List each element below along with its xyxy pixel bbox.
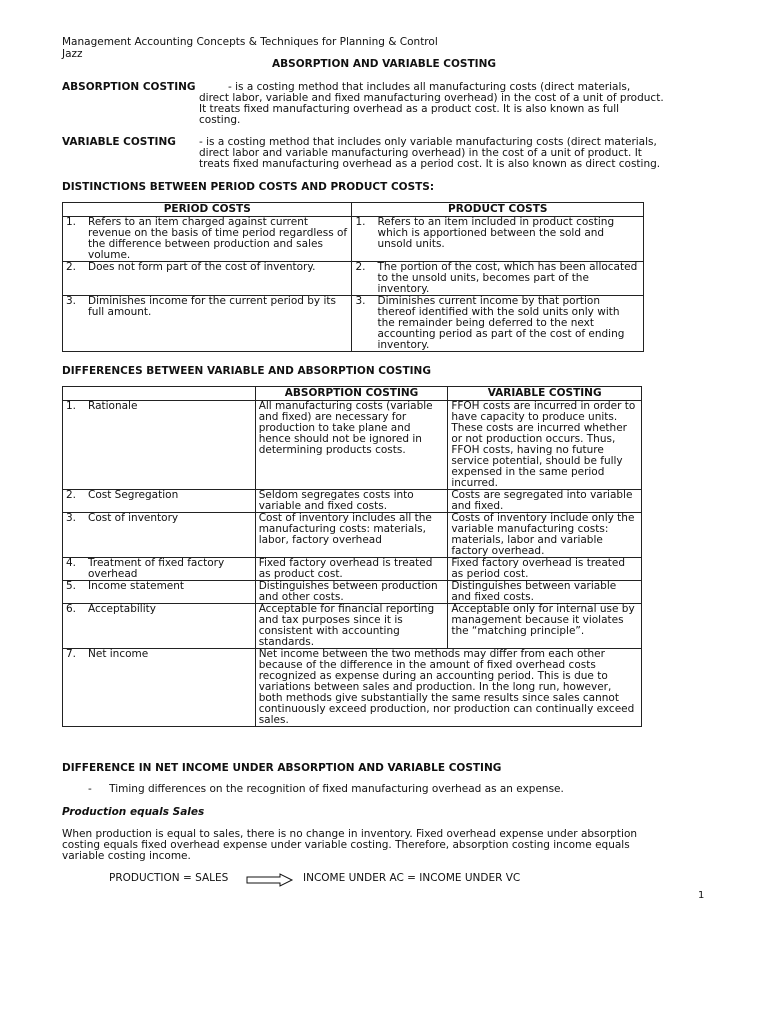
row-label: Rationale (88, 400, 138, 412)
column-header: VARIABLE COSTING (448, 387, 642, 401)
arrow-right-icon (246, 873, 294, 887)
item-number: 1. (355, 216, 366, 228)
column-header (63, 387, 256, 401)
table-row (63, 604, 642, 649)
table-header-row (63, 387, 642, 401)
period-product-table (62, 202, 644, 352)
row-label-cell (63, 513, 256, 558)
variable-cell: Costs of inventory include only the variable manufacturing costs: materials, labor and variable factory overhead. (448, 513, 642, 558)
page-number: 1 (698, 890, 705, 901)
running-header (62, 36, 438, 60)
paragraph (62, 829, 702, 862)
row-label-cell (63, 558, 256, 581)
row-label: Acceptability (88, 603, 156, 615)
cell-text: Refers to an item included in product costing which is apportioned between the sold and unsold units. (377, 216, 615, 250)
table-row (63, 262, 644, 296)
cell-text: The portion of the cost, which has been allocated to the unsold units, becomes part of the inventory. (377, 261, 638, 295)
table-cell (352, 296, 644, 352)
row-label-cell (63, 581, 256, 604)
definition-line: - is a costing method that includes only variable manufacturing costs (direct materials, (199, 136, 657, 148)
paragraph-line: When production is equal to sales, there is no change in inventory. Fixed overhead expense under absorption (62, 828, 638, 840)
table-row (63, 558, 642, 581)
cell-text: Does not form part of the cost of inventory. (88, 261, 316, 273)
definition-line: costing. (199, 114, 241, 126)
cell-text: Refers to an item charged against current revenue on the basis of time period regardless of the difference between production and sales volume. (88, 216, 348, 261)
absorption-cell: Acceptable for financial reporting and tax purposes since it is consistent with accounting standards. (255, 604, 448, 649)
absorption-cell: Seldom segregates costs into variable and fixed costs. (255, 490, 448, 513)
row-label: Cost Segregation (88, 489, 179, 501)
document-title: ABSORPTION AND VARIABLE COSTING (272, 58, 496, 70)
item-number: 2. (355, 261, 366, 273)
section-title-differences: DIFFERENCES BETWEEN VARIABLE AND ABSORPTION COSTING (62, 365, 431, 377)
absorption-cell: Fixed factory overhead is treated as product cost. (255, 558, 448, 581)
definition-line: - is a costing method that includes all manufacturing costs (direct materials, (228, 81, 631, 93)
variable-cell: Acceptable only for internal use by management because it violates the “matching principle”. (448, 604, 642, 649)
item-number: 7. (66, 648, 77, 660)
column-header: ABSORPTION COSTING (255, 387, 448, 401)
net-income-cell: Net income between the two methods may differ from each other because of the difference in the amount of fixed overhead costs recognized as expense during an accounting period. This is due to variations between sales and production. In the long run, however, both methods give substantially the same results since sales cannot continuously exceed production, nor production can continually exceed sales. (255, 649, 641, 727)
bullet-item (88, 784, 728, 795)
column-header: PERIOD COSTS (63, 203, 352, 217)
table-cell (352, 217, 644, 262)
variable-cell: Costs are segregated into variable and fixed. (448, 490, 642, 513)
equation-left: PRODUCTION = SALES (109, 872, 229, 884)
table-cell (63, 217, 352, 262)
definition-line: treats fixed manufacturing overhead as a period cost. It is also known as direct costing. (199, 158, 661, 170)
table-row (63, 581, 642, 604)
table-header-row (63, 203, 644, 217)
item-number: 1. (66, 400, 77, 412)
header-line-2: Jazz (62, 48, 83, 60)
bullet-mark: - (88, 783, 92, 795)
item-number: 3. (66, 512, 77, 524)
row-label-cell (63, 401, 256, 490)
header-line-1: Management Accounting Concepts & Techniques for Planning & Control (62, 36, 438, 48)
cell-text: Diminishes current income by that portion thereof identified with the sold units only with the remainder being deferred to the next accounting period as part of the cost of ending inventory. (377, 295, 625, 351)
differences-table (62, 386, 642, 727)
row-label: Income statement (88, 580, 185, 592)
table-row (63, 649, 642, 727)
row-label: Net income (88, 648, 149, 660)
cell-text: Diminishes income for the current period by its full amount. (88, 295, 336, 318)
absorption-cell: Cost of inventory includes all the manufacturing costs: materials, labor, factory overhead (255, 513, 448, 558)
item-number: 2. (66, 261, 77, 273)
section-title-net-income: DIFFERENCE IN NET INCOME UNDER ABSORPTION AND VARIABLE COSTING (62, 762, 502, 774)
item-number: 5. (66, 580, 77, 592)
bullet-text: Timing differences on the recognition of fixed manufacturing overhead as an expense. (109, 783, 564, 795)
item-number: 2. (66, 489, 77, 501)
row-label: Treatment of fixed factory overhead (88, 557, 225, 580)
definition-term: ABSORPTION COSTING (62, 81, 196, 93)
table-cell (63, 262, 352, 296)
equation-right: INCOME UNDER AC = INCOME UNDER VC (303, 872, 521, 884)
table-row (63, 401, 642, 490)
variable-cell: FFOH costs are incurred in order to have capacity to produce units. These costs are incurred whether or not production occurs. Thus, FFOH costs, having no future service potential, should be fully expensed in the same period incurred. (448, 401, 642, 490)
item-number: 3. (66, 295, 77, 307)
column-header: PRODUCT COSTS (352, 203, 644, 217)
paragraph-line: costing equals fixed overhead expense under variable costing. Therefore, absorption costing income equals (62, 839, 630, 851)
definition-line: It treats fixed manufacturing overhead as a product cost. It is also known as full (199, 103, 620, 115)
table-cell (63, 296, 352, 352)
variable-cell: Distinguishes between variable and fixed costs. (448, 581, 642, 604)
item-number: 6. (66, 603, 77, 615)
table-row (63, 490, 642, 513)
absorption-cell: Distinguishes between production and other costs. (255, 581, 448, 604)
row-label: Cost of inventory (88, 512, 179, 524)
item-number: 3. (355, 295, 366, 307)
table-row (63, 513, 642, 558)
definition-line: direct labor and variable manufacturing overhead) in the cost of a unit of product. It (199, 147, 642, 159)
table-row (63, 217, 644, 262)
absorption-cell: All manufacturing costs (variable and fixed) are necessary for production to take plane and hence should not be ignored in determining products costs. (255, 401, 448, 490)
table-row (63, 296, 644, 352)
definition-term: VARIABLE COSTING (62, 136, 176, 148)
table-cell (352, 262, 644, 296)
row-label-cell (63, 604, 256, 649)
item-number: 4. (66, 557, 77, 569)
row-label-cell (63, 490, 256, 513)
item-number: 1. (66, 216, 77, 228)
subheading: Production equals Sales (62, 806, 205, 818)
definition-line: direct labor, variable and fixed manufacturing overhead) in the cost of a unit of product. (199, 92, 664, 104)
paragraph-line: variable costing income. (62, 850, 191, 862)
section-title-period-product: DISTINCTIONS BETWEEN PERIOD COSTS AND PRODUCT COSTS: (62, 181, 435, 193)
row-label-cell (63, 649, 256, 727)
variable-cell: Fixed factory overhead is treated as period cost. (448, 558, 642, 581)
